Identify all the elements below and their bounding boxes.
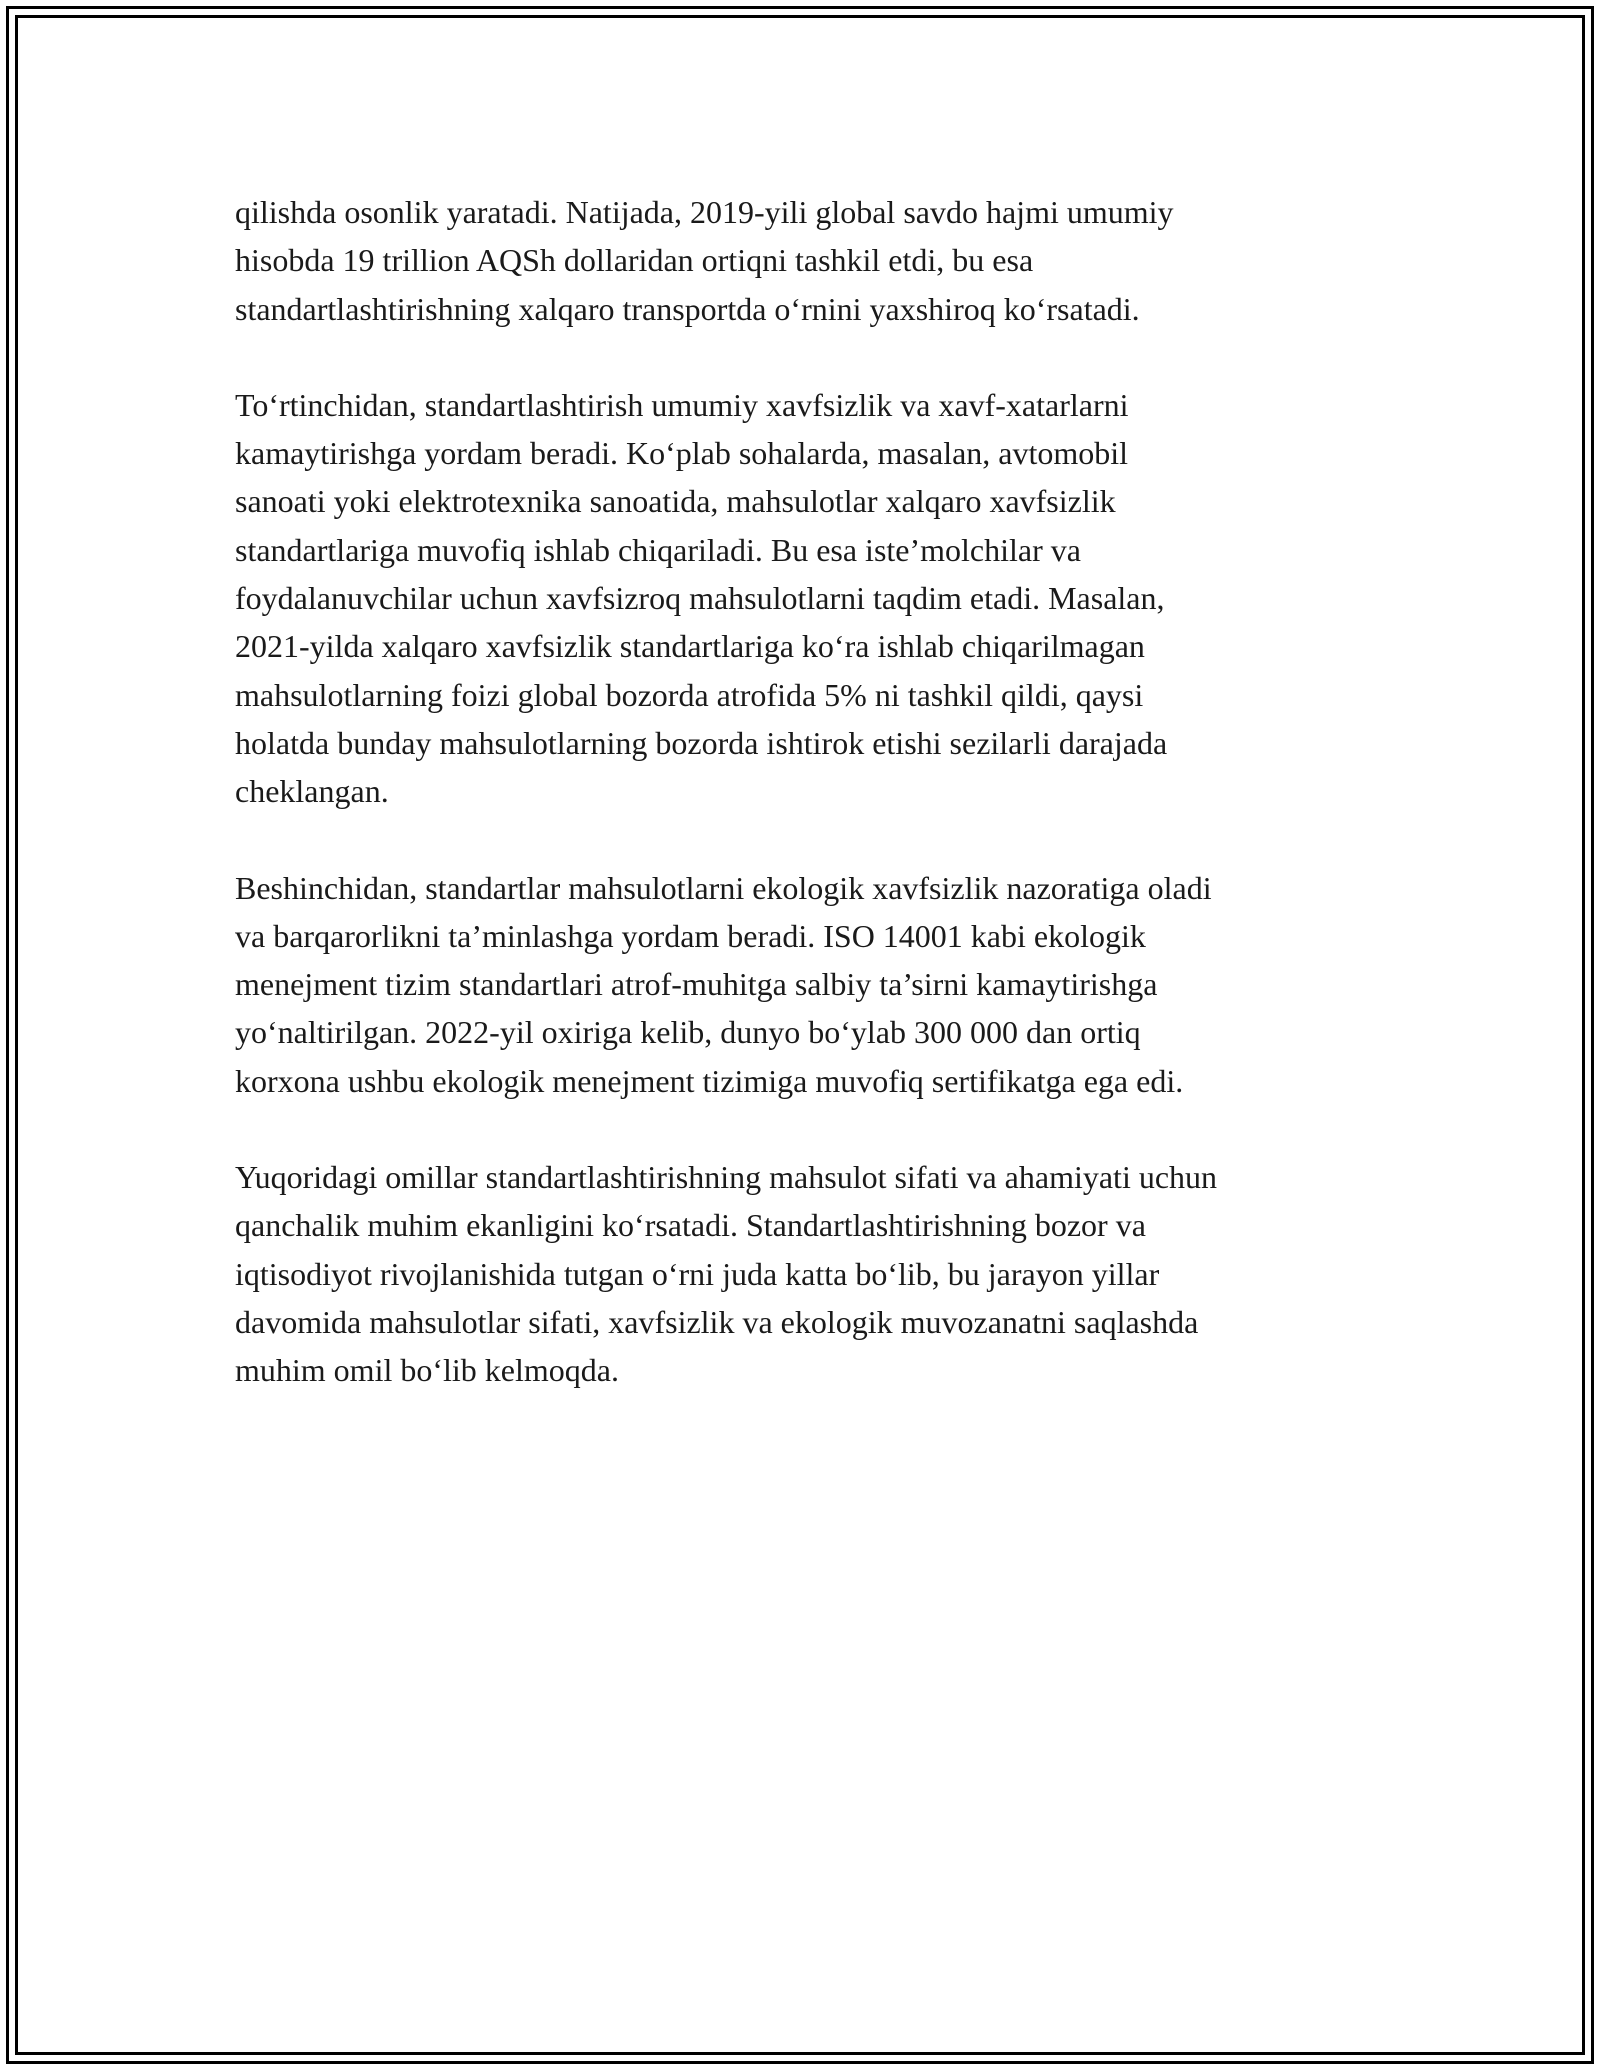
paragraph-4: Yuqoridagi omillar standartlashtirishning mahsulot sifati va ahamiyati uchun qanchalik muhim ekanligini ko‘rsatadi. Standartlashtirishning bozor va iqtisodiyot rivojlanishida tutgan o‘rni juda katta bo‘lib, bu jarayon yillar davomida mahsulotlar sifati, xavfsizlik va ekologik muvozanatni saqlashda muhim omil bo‘lib kelmoqda. [235, 1159, 1218, 1389]
paragraph-1: qilishda osonlik yaratadi. Natijada, 2019-yili global savdo hajmi umumiy hisobda 19 trillion AQSh dollaridan ortiqni tashkil etdi, bu esa standartlashtirishning xalqaro transportda o‘rnini yaxshiroq ko‘rsatadi. [235, 194, 1174, 327]
paragraph-3: Beshinchidan, standartlar mahsulotlarni ekologik xavfsizlik nazoratiga oladi va barqarorlikni ta’minlashga yordam beradi. ISO 14001 kabi ekologik menejment tizim standartlari atrof-muhitga salbiy ta’sirni kamaytirishga yo‘naltirilgan. 2022-yil oxiriga kelib, dunyo bo‘ylab 300 000 dan ortiq korxona ushbu ekologik menejment tizimiga muvofiq sertifikatga ega edi. [235, 869, 1212, 1099]
paragraph-2: To‘rtinchidan, standartlashtirish umumiy xavfsizlik va xavf-xatarlarni kamaytirishga yordam beradi. Ko‘plab sohalarda, masalan, avtomobil sanoati yoki elektrotexnika sanoatida, mahsulotlar xalqaro xavfsizlik standartlariga muvofiq ishlab chiqariladi. Bu esa iste’molchilar va foydalanuvchilar uchun xavfsizroq mahsulotlarni taqdim etadi. Masalan, 2021-yilda xalqaro xavfsizlik standartlariga ko‘ra ishlab chiqarilmagan mahsulotlarning foizi global bozorda atrofida 5% ni tashkil qildi, qaysi holatda bunday mahsulotlarning bozorda ishtirok etishi sezilarli darajada cheklangan. [235, 386, 1168, 810]
document-body [235, 188, 1415, 1443]
